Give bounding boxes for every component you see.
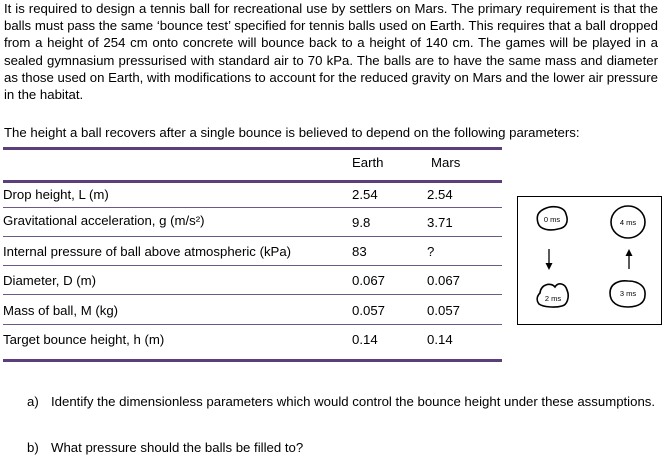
question-a-label: a) [27,394,39,409]
header-earth: Earth [352,155,384,170]
arrow-down-icon [546,249,553,270]
row-param: Internal pressure of ball above atmospheric (kPa) [3,244,292,259]
row-mars-value: 0.057 [427,303,461,318]
label-4ms: 4 ms [619,218,637,227]
label-2ms: 2 ms [544,294,562,303]
row-mars-value: ? [427,244,435,259]
row-param: Diameter, D (m) [3,273,97,288]
row-earth-value: 0.14 [352,332,378,347]
table-top-rule [3,147,502,150]
table-bottom-rule [3,359,502,362]
arrow-up-icon [626,249,633,269]
row-earth-value: 9.8 [352,215,371,230]
row-earth-value: 0.067 [352,273,386,288]
question-b-label: b) [27,440,39,455]
row-param: Gravitational acceleration, g (m/s²) [3,213,205,228]
row-param: Target bounce height, h (m) [3,332,165,347]
row-earth-value: 83 [352,244,367,259]
question-a [27,393,666,429]
table-header-rule [3,180,502,183]
row-param: Mass of ball, M (kg) [3,303,119,318]
row-mars-value: 3.71 [427,215,453,230]
question-b-text: What pressure should the balls be filled to? [51,440,304,455]
question-b [27,439,666,457]
row-divider [3,207,502,208]
row-divider [3,236,502,237]
row-param: Drop height, L (m) [3,187,109,202]
parameters-lead-text: The height a ball recovers after a single bounce is believed to depend on the following parameters: [4,125,580,140]
header-mars: Mars [431,155,461,170]
label-0ms: 0 ms [543,215,561,224]
row-mars-value: 0.067 [427,273,461,288]
question-a-text: Identify the dimensionless parameters which would control the bounce height under these assumptions. [51,394,656,409]
bounce-sequence-figure [517,196,662,325]
intro-paragraph: It is required to design a tennis ball for recreational use by settlers on Mars. The primary requirement is that the balls must pass the same ‘bounce test’ specified for tennis balls used on Earth. This requires that a ball dropped from a height of 254 cm onto concrete will bounce back to a height of 140 cm. The games will be played in a sealed gymnasium pressurised with standard air to 70 kPa. The balls are to have the same mass and diameter as those used on Earth, with modifications to account for the reduced gravity on Mars and the lower air pressure in the habitat. [4,1,658,103]
row-earth-value: 0.057 [352,303,386,318]
row-earth-value: 2.54 [352,187,378,202]
row-divider [3,324,502,325]
bounce-sequence-diagram [518,197,663,326]
label-3ms: 3 ms [619,289,637,298]
row-mars-value: 0.14 [427,332,453,347]
row-divider [3,294,502,295]
row-divider [3,265,502,266]
row-mars-value: 2.54 [427,187,453,202]
